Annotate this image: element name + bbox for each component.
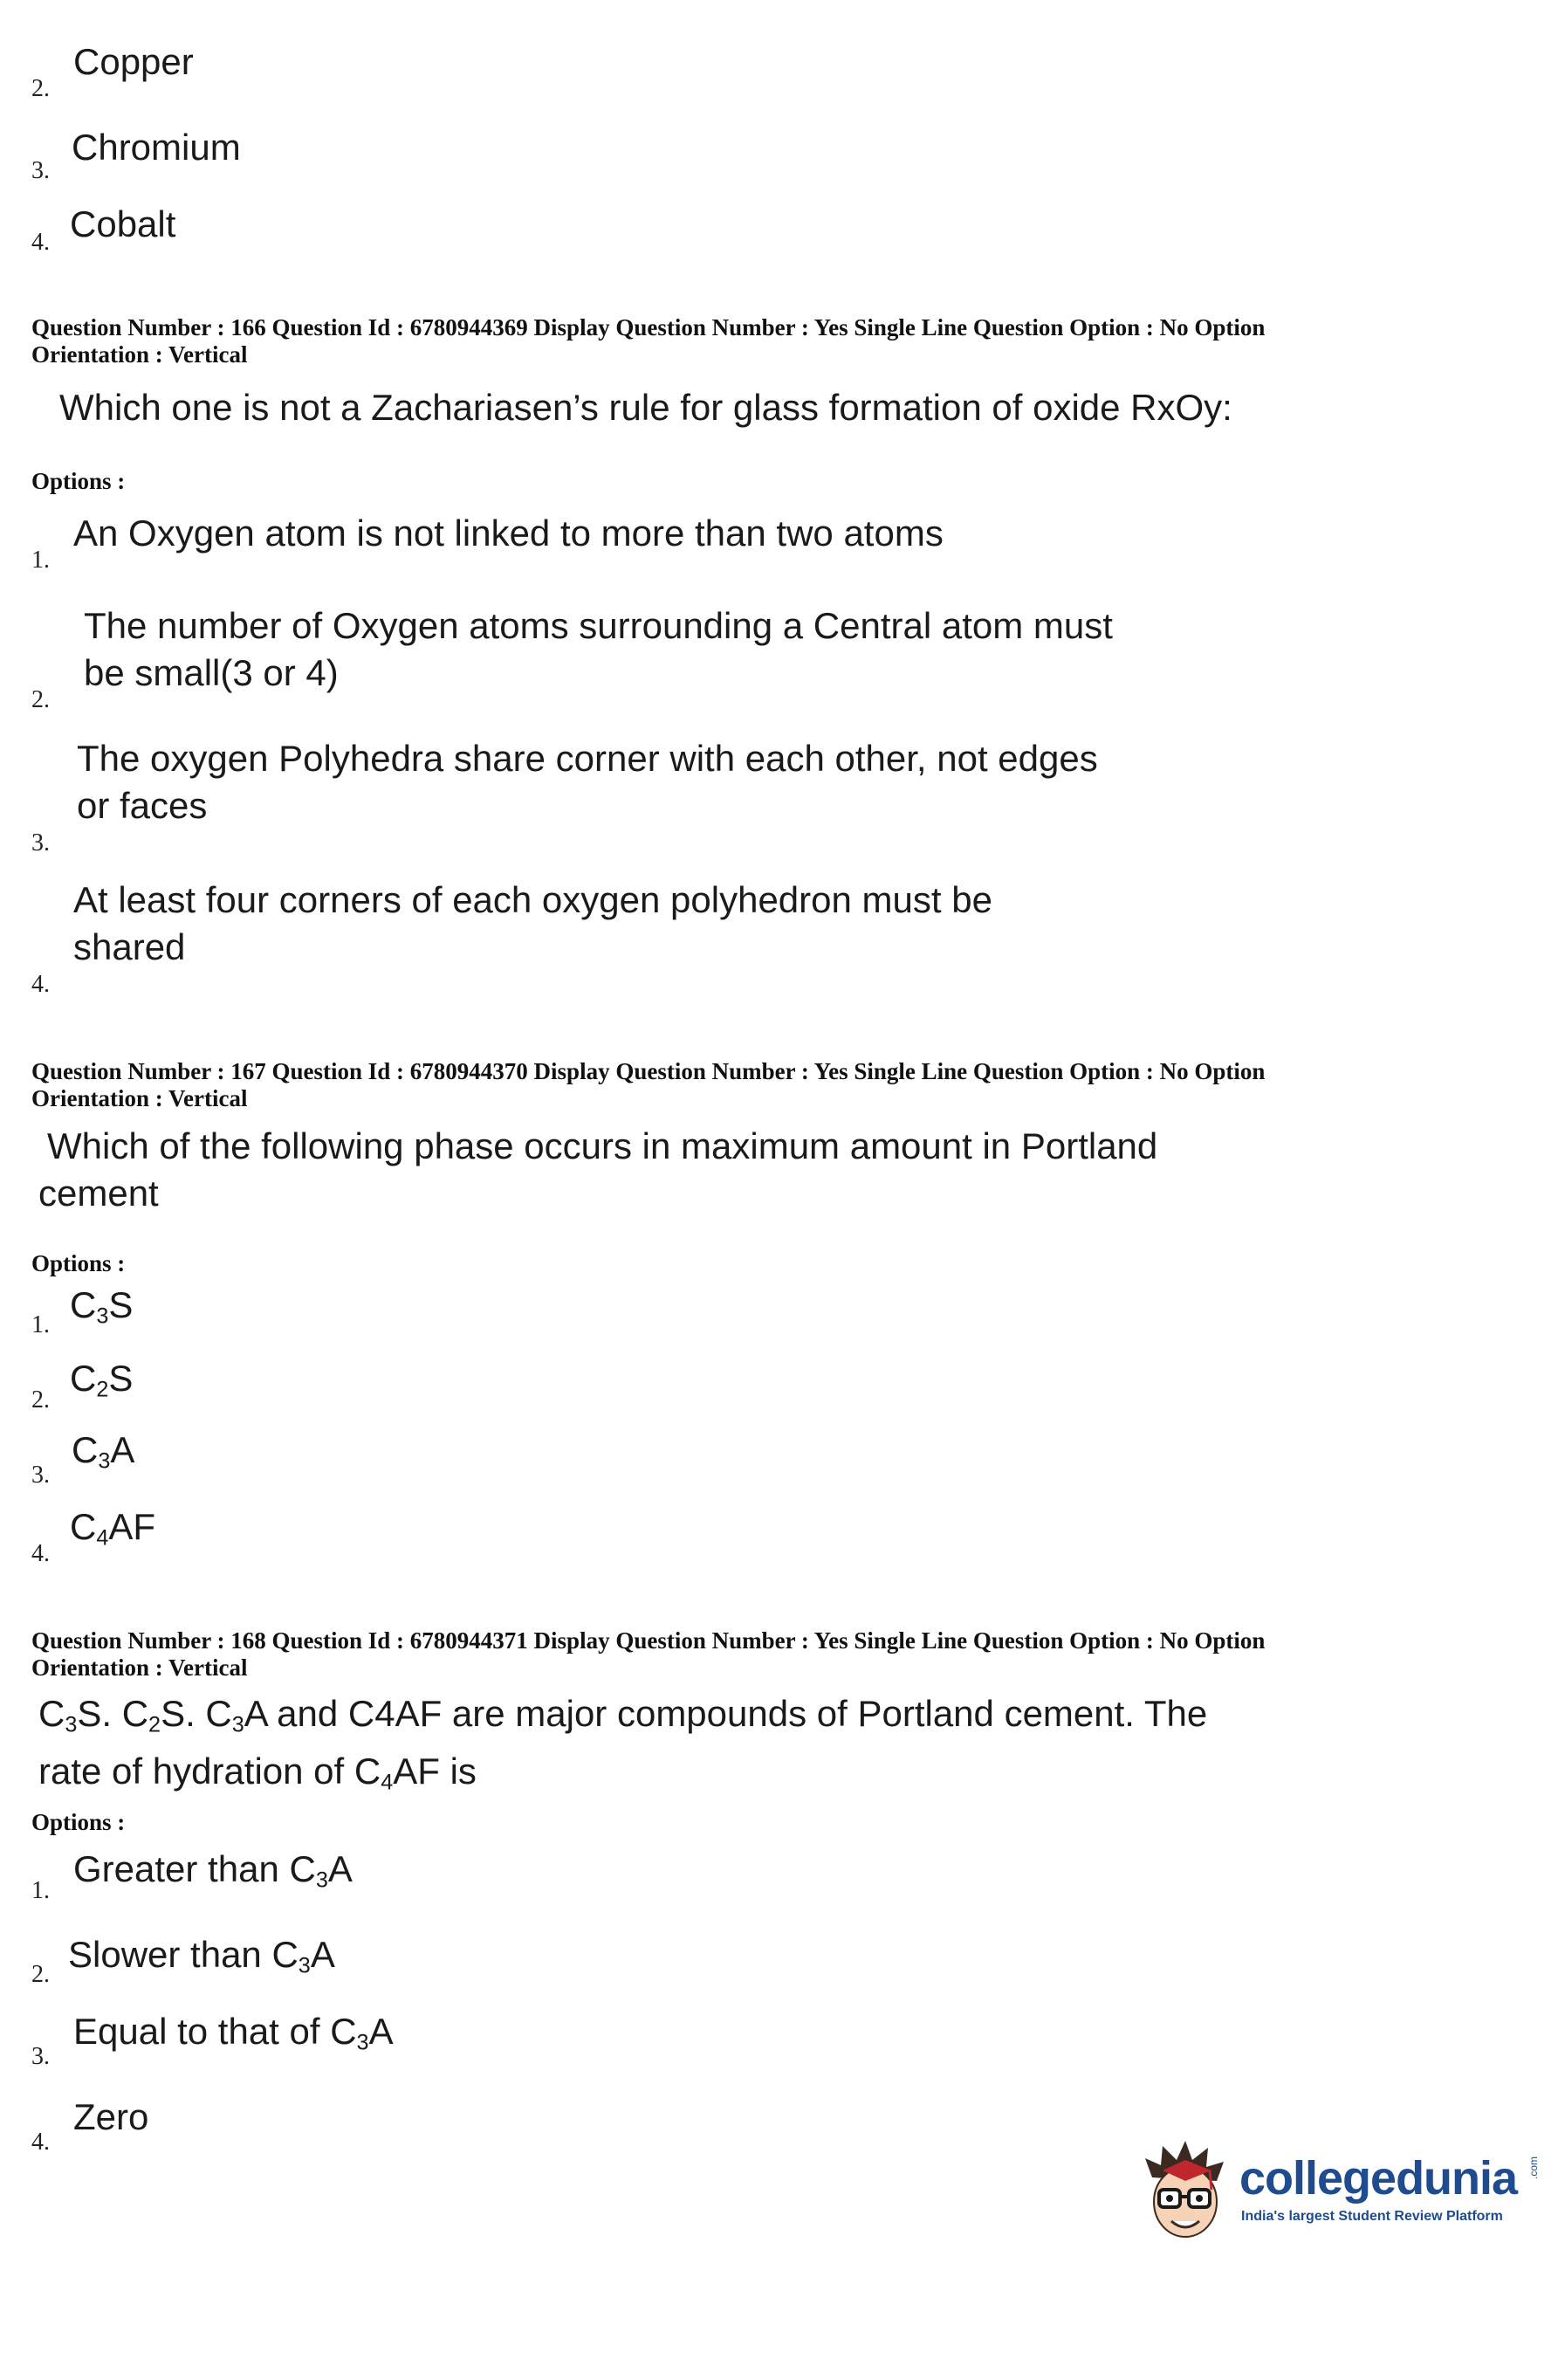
option-text: Chromium [72, 127, 241, 168]
option-text: Cobalt [70, 203, 176, 244]
option-text: Equal to that of $C_3A$ [73, 2011, 394, 2055]
option-number: 4. [31, 1540, 50, 1567]
option-text: The oxygen Polyhedra share corner with each other, not edges or faces [77, 738, 1098, 826]
logo-name: collegedunia [1239, 2152, 1518, 2205]
option-text: The number of Oxygen atoms surrounding a Central atom must be small(3 or 4) [84, 605, 1113, 693]
meta-line-2: Orientation : Vertical [31, 341, 248, 368]
question-meta [31, 314, 1480, 368]
meta-line-1: Question Number : 166 Question Id : 6780944369 Display Question Number : Yes Single Line Question Option : No Option [31, 314, 1266, 340]
option-text: At least four corners of each oxygen polyhedron must be shared [73, 879, 992, 967]
option-number: 4. [31, 2129, 50, 2156]
option-text: $C_3S$ [70, 1284, 134, 1329]
option-number: 1. [31, 547, 50, 574]
meta-line-1: Question Number : 168 Question Id : 6780944371 Display Question Number : Yes Single Line Question Option : No Option [31, 1627, 1266, 1654]
option-number: 3. [31, 157, 50, 184]
option-number: 1. [31, 1311, 50, 1338]
mascot-icon [1136, 2136, 1234, 2258]
question-meta [31, 1058, 1480, 1112]
option-number: 3. [31, 2043, 50, 2070]
option-number: 3. [31, 829, 50, 856]
option-text: An Oxygen atom is not linked to more than two atoms [73, 512, 944, 554]
option-text: Copper [73, 41, 194, 82]
collegedunia-logo [1136, 2136, 1538, 2258]
meta-line-1: Question Number : 167 Question Id : 6780944370 Display Question Number : Yes Single Line Question Option : No Option [31, 1058, 1266, 1084]
option-number: 2. [31, 1386, 50, 1414]
option-number: 2. [31, 1961, 50, 1988]
option-number: 4. [31, 971, 50, 998]
option-text: Slower than $C_3A$ [68, 1934, 335, 1978]
question-text: Which one is not a Zachariasen’s rule for glass formation of oxide RxOy: [59, 387, 1232, 428]
question-meta [31, 1627, 1480, 1682]
option-text: Zero [73, 2096, 149, 2137]
option-text: $C_4AF$ [70, 1506, 156, 1551]
logo-tagline: India's largest Student Review Platform [1241, 2209, 1503, 2224]
question-text: $C_3S$. $C_2S$. $C_3A$ and C4AF are major compounds of Portland cement. The rate of hydration of $C_4AF$ is [38, 1693, 1208, 1795]
option-number: 2. [31, 686, 50, 713]
options-label: Options : [31, 468, 126, 494]
option-number: 3. [31, 1462, 50, 1489]
options-label: Options : [31, 1809, 126, 1835]
options-label: Options : [31, 1250, 126, 1276]
question-text: Which of the following phase occurs in maximum amount in Portland cement [38, 1125, 1158, 1214]
meta-line-2: Orientation : Vertical [31, 1654, 248, 1681]
option-text: $C_3A$ [72, 1429, 135, 1474]
option-number: 1. [31, 1877, 50, 1904]
option-text: $C_2S$ [70, 1358, 134, 1402]
option-number: 2. [31, 75, 50, 102]
meta-line-2: Orientation : Vertical [31, 1085, 248, 1111]
logo-suffix: .com [1527, 2156, 1540, 2180]
option-text: Greater than $C_3A$ [73, 1848, 353, 1893]
option-number: 4. [31, 229, 50, 256]
